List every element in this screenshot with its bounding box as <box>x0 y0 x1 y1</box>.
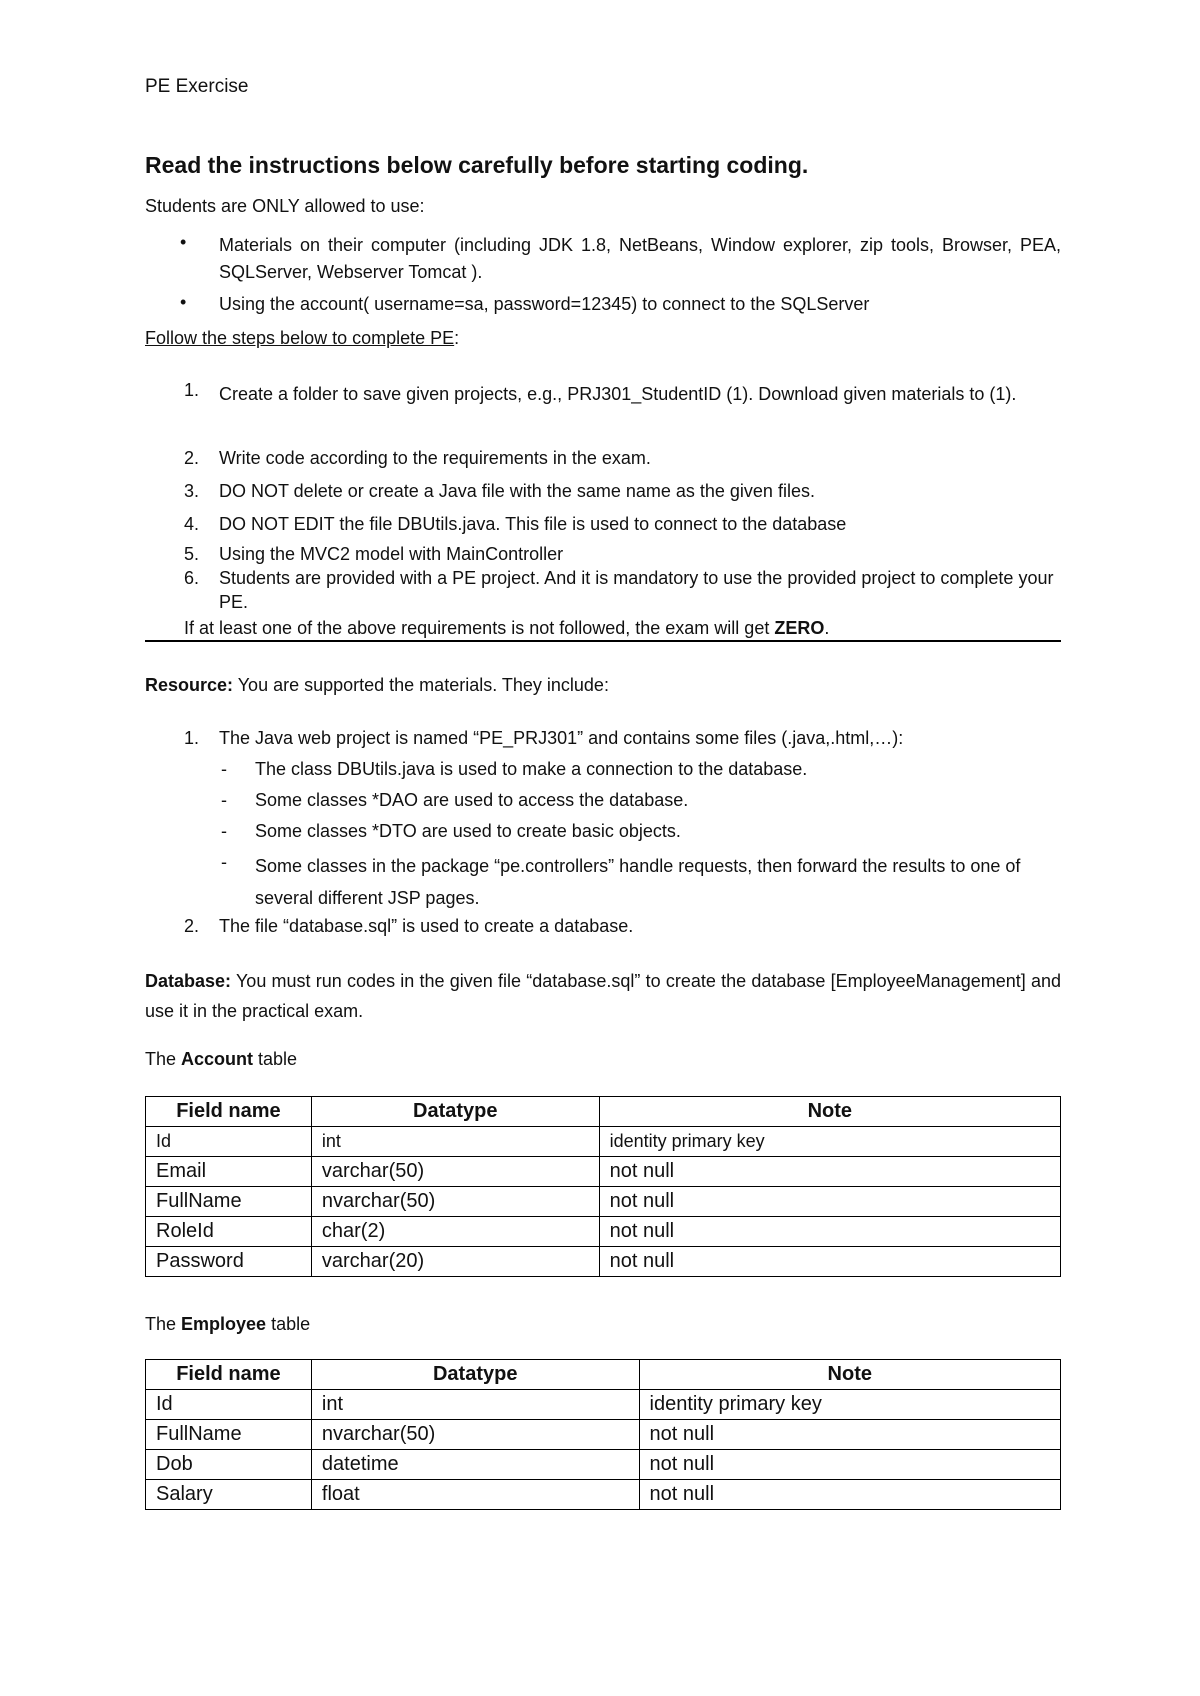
dash-bullet: - <box>221 759 227 779</box>
column-header: Datatype <box>311 1360 639 1390</box>
resource-number: 1. <box>184 728 200 748</box>
zero-warning-text: If at least one of the above requirements is not followed, the exam will get <box>184 618 775 638</box>
database-label: Database: <box>145 971 232 991</box>
step-number: 2. <box>184 448 200 468</box>
dash-bullet: - <box>221 852 227 872</box>
step-number: 5. <box>184 544 200 564</box>
dash-bullet: - <box>221 821 227 841</box>
column-header: Datatype <box>311 1097 599 1127</box>
bullet-icon: • <box>180 292 187 312</box>
table-row <box>146 1420 1061 1450</box>
caption-bold: Account <box>181 1049 254 1069</box>
page-header: PE Exercise <box>145 76 249 97</box>
table-cell: datetime <box>311 1450 639 1480</box>
database-paragraph <box>145 966 1061 1026</box>
step-5: Using the MVC2 model with MainController <box>219 544 564 564</box>
resource-heading <box>145 673 609 697</box>
dash-bullet: - <box>221 790 227 810</box>
table-row <box>146 1390 1061 1420</box>
table-cell: nvarchar(50) <box>311 1187 599 1217</box>
caption-bold: Employee <box>181 1314 267 1334</box>
resource-item-2: The file “database.sql” is used to create a database. <box>219 916 634 936</box>
table-cell: RoleId <box>146 1217 312 1247</box>
zero-warning-period: . <box>824 618 830 638</box>
step-number: 3. <box>184 481 200 501</box>
resource-number: 2. <box>184 916 200 936</box>
caption-post: table <box>266 1314 311 1334</box>
employee-table <box>145 1359 1061 1510</box>
caption-pre: The <box>145 1314 182 1334</box>
table-cell: not null <box>599 1187 1060 1217</box>
table-cell: Id <box>146 1390 312 1420</box>
table-cell: int <box>311 1127 599 1157</box>
step-number: 1. <box>184 380 200 400</box>
table-header-row <box>146 1097 1061 1127</box>
resource-sub-1: The class DBUtils.java is used to make a connection to the database. <box>255 759 808 779</box>
table-cell: Id <box>146 1127 312 1157</box>
resource-text: You are supported the materials. They include: <box>233 675 609 695</box>
table-cell: float <box>311 1480 639 1510</box>
database-text: You must run codes in the given file “database.sql” to create the database [EmployeeManagement] and use it in the practical exam. <box>145 971 1061 1021</box>
step-1: Create a folder to save given projects, e.g., PRJ301_StudentID (1). Download given materials to (1). <box>219 384 1017 404</box>
table-cell: not null <box>599 1247 1060 1277</box>
table-row <box>146 1127 1061 1157</box>
table-cell: FullName <box>146 1187 312 1217</box>
table-cell: Email <box>146 1157 312 1187</box>
table-row <box>146 1247 1061 1277</box>
table-cell: int <box>311 1390 639 1420</box>
table-cell: not null <box>639 1420 1060 1450</box>
table-cell: identity primary key <box>639 1390 1060 1420</box>
allowed-intro: Students are ONLY allowed to use: <box>145 196 425 216</box>
step-number: 6. <box>184 568 200 588</box>
caption-pre: The <box>145 1049 182 1069</box>
resource-label: Resource: <box>145 675 234 695</box>
allowed-item-1: Materials on their computer (including JDK 1.8, NetBeans, Window explorer, zip tools, Browser, PEA, SQLServer, Webserver Tomcat ). <box>219 235 1061 282</box>
table-cell: varchar(50) <box>311 1157 599 1187</box>
table-header-row <box>146 1360 1061 1390</box>
bullet-icon: • <box>180 232 187 252</box>
zero-warning <box>184 616 829 640</box>
steps-intro <box>145 326 459 350</box>
step-3: DO NOT delete or create a Java file with the same name as the given files. <box>219 481 815 501</box>
steps-intro-colon: : <box>454 328 460 348</box>
resource-sub-4: Some classes in the package “pe.controllers” handle requests, then forward the results to one of several different JSP pages. <box>255 856 1021 908</box>
instructions-title: Read the instructions below carefully before starting coding. <box>145 152 809 178</box>
steps-intro-text: Follow the steps below to complete PE <box>145 328 455 348</box>
table-cell: Password <box>146 1247 312 1277</box>
caption-post: table <box>253 1049 298 1069</box>
step-number: 4. <box>184 514 200 534</box>
table-row <box>146 1450 1061 1480</box>
resource-item-1: The Java web project is named “PE_PRJ301” and contains some files (.java,.html,…): <box>219 728 904 748</box>
allowed-item-2: Using the account( username=sa, password=12345) to connect to the SQLServer <box>219 294 870 314</box>
employee-table-caption <box>145 1312 310 1336</box>
column-header: Field name <box>146 1097 312 1127</box>
table-cell: FullName <box>146 1420 312 1450</box>
table-cell: Dob <box>146 1450 312 1480</box>
table-cell: not null <box>599 1157 1060 1187</box>
table-cell: varchar(20) <box>311 1247 599 1277</box>
table-row <box>146 1217 1061 1247</box>
table-cell: not null <box>639 1450 1060 1480</box>
table-cell: not null <box>639 1480 1060 1510</box>
table-cell: not null <box>599 1217 1060 1247</box>
column-header: Note <box>639 1360 1060 1390</box>
column-header: Note <box>599 1097 1060 1127</box>
column-header: Field name <box>146 1360 312 1390</box>
table-cell: char(2) <box>311 1217 599 1247</box>
step-2: Write code according to the requirements in the exam. <box>219 448 651 468</box>
table-row <box>146 1157 1061 1187</box>
table-row <box>146 1187 1061 1217</box>
resource-sub-3: Some classes *DTO are used to create basic objects. <box>255 821 681 841</box>
section-divider <box>145 640 1061 642</box>
resource-sub-2: Some classes *DAO are used to access the database. <box>255 790 689 810</box>
step-4: DO NOT EDIT the file DBUtils.java. This file is used to connect to the database <box>219 514 847 534</box>
table-cell: nvarchar(50) <box>311 1420 639 1450</box>
table-cell: identity primary key <box>599 1127 1060 1157</box>
table-row <box>146 1480 1061 1510</box>
account-table-caption <box>145 1047 297 1071</box>
table-cell: Salary <box>146 1480 312 1510</box>
step-6: Students are provided with a PE project. And it is mandatory to use the provided project to complete your PE. <box>219 568 1054 612</box>
account-table <box>145 1096 1061 1277</box>
zero-warning-emphasis: ZERO <box>774 618 825 638</box>
